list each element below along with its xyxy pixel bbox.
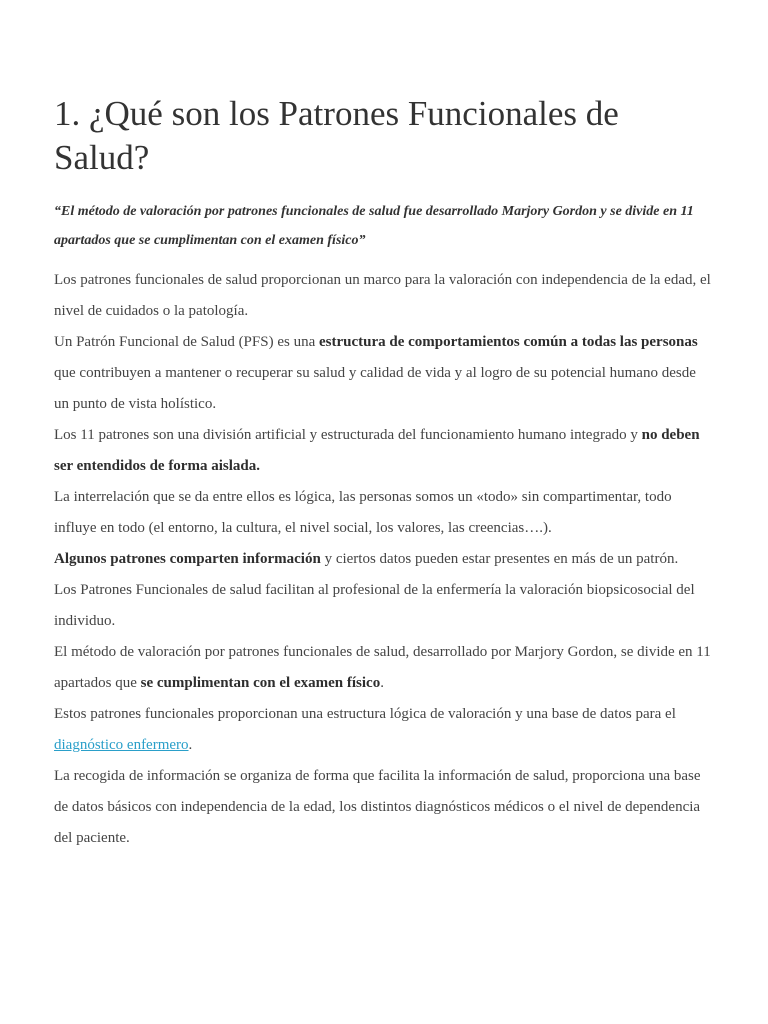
paragraph-8-text-a: Estos patrones funcionales proporcionan una estructura lógica de valoración y una base de datos para el [54, 706, 676, 722]
paragraph-2-text-a: Un Patrón Funcional de Salud (PFS) es una [54, 334, 319, 350]
paragraph-7-text-a: El método de valoración por patrones funcionales de salud, desarrollado por Marjory Gordon, se divide en 11 apartados que [54, 644, 711, 691]
paragraph-3 [54, 420, 714, 482]
page-title: 1. ¿Qué son los Patrones Funcionales de Salud? [54, 94, 619, 177]
paragraph-2 [54, 327, 714, 420]
paragraph-8 [54, 699, 714, 761]
paragraph-7-bold: se cumplimentan con el examen físico [140, 675, 381, 691]
paragraph-4: La interrelación que se da entre ellos es lógica, las personas somos un «todo» sin compartimentar, todo influye en todo (el entorno, la cultura, el nivel social, los valores, las creencias….). [54, 489, 672, 536]
paragraph-5 [54, 544, 714, 575]
paragraph-7 [54, 637, 714, 699]
paragraph-5-bold: Algunos patrones comparten información [54, 551, 321, 567]
paragraph-2-text-c: que contribuyen a mantener o recuperar su salud y calidad de vida y al logro de su potencial humano desde un punto de vista holístico. [54, 365, 696, 412]
paragraph-2-bold: estructura de comportamientos común a todas las personas [318, 334, 698, 350]
paragraph-8-text-c: . [188, 737, 193, 753]
paragraph-7-text-c: . [380, 675, 384, 691]
paragraph-6: Los Patrones Funcionales de salud facilitan al profesional de la enfermería la valoración biopsicosocial del individuo. [54, 582, 695, 629]
paragraph-3-text-a: Los 11 patrones son una división artificial y estructurada del funcionamiento humano integrado y [54, 427, 642, 443]
diagnostico-enfermero-link[interactable]: diagnóstico enfermero [54, 737, 189, 753]
paragraph-5-text-c: y ciertos datos pueden estar presentes en más de un patrón. [320, 551, 679, 567]
paragraph-3-bold: no deben ser entendidos de forma aislada. [54, 427, 700, 474]
paragraph-1: Los patrones funcionales de salud proporcionan un marco para la valoración con independencia de la edad, el nivel de cuidados o la patología. [54, 272, 711, 319]
pull-quote: “El método de valoración por patrones funcionales de salud fue desarrollado Marjory Gordon y se divide en 11 apartados que se cumplimentan con el examen físico” [54, 204, 694, 248]
article-body [54, 265, 714, 854]
paragraph-9: La recogida de información se organiza de forma que facilita la información de salud, proporciona una base de datos básicos con independencia de la edad, los distintos diagnósticos médicos o el nivel de dependencia del paciente. [54, 768, 701, 846]
